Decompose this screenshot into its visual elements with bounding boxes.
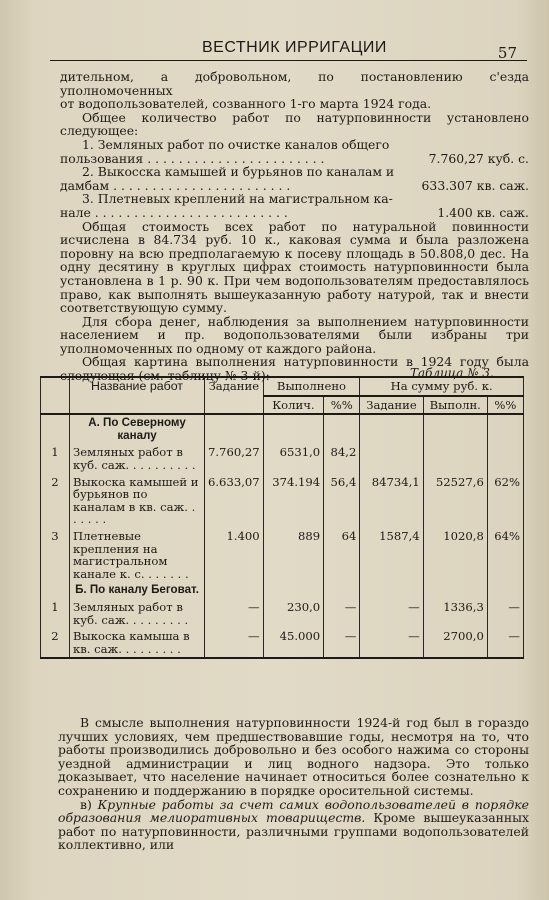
header-name: Название работ [70,377,205,414]
header-qty: Колич. [263,396,324,415]
row-task: — [205,628,264,658]
page-number: 57 [497,44,517,62]
section-row-a [41,414,524,444]
row-sum-done: 1020,8 [423,528,487,582]
list-item-2-leader: дамбам . . . . . . . . . . . . . . . . . . . . . . . [60,177,291,193]
row-sum-done [423,444,487,473]
row-sum-pct [487,444,523,473]
table-row [41,628,524,658]
row-sum-pct: — [487,628,523,658]
row-number: 2 [41,474,70,528]
intro-paragraph-5: Общая картина выполнения натурповинности в 1924 году была следующая (см. таблицу № 3-й): [60,354,529,384]
list-item-3-label: 3. Плетневых креплений на магистральном ка- [82,191,393,207]
row-pct: — [324,599,360,628]
row-qty: 45.000 [263,628,324,658]
header-sum: На сумму руб. к. [360,377,524,396]
row-qty: 889 [263,528,324,582]
row-sum-pct: 62% [487,474,523,528]
table-caption: Таблица № 3. [410,366,494,380]
row-sum-task: 1587,4 [360,528,423,582]
intro-paragraph-4: Для сбора денег, наблюдения за выполнением натурповинности населением и пр. водопользователями были избраны три уполномоченных по одному от каждого района. [60,313,529,356]
list-item-2-label: 2. Выкосска камышей и бурьянов по каналам и [82,164,395,180]
intro-text [60,70,529,383]
header-rule [50,60,527,61]
row-pct: 64 [324,528,360,582]
journal-title: ВЕСТНИК ИРРИГАЦИИ [202,39,387,56]
row-pct: 84,2 [324,444,360,473]
section-title-a: А. По Северному каналу [70,414,205,444]
row-pct: 56,4 [324,474,360,528]
outro-paragraph-1: В смысле выполнения натурповинности 1924-й год был в гораздо лучших условиях, чем предшествовавшие годы, несмотря на то, что работы производились добровольно и без особого нажима со стороны уездной администрации и лиц водного надзора. Это только доказывает, что население начинает относиться более сознательно к сохранению и поддержанию в порядке оросительной системы. [58,715,529,798]
row-number: 1 [41,599,70,628]
table-row [41,474,524,528]
row-number: 1 [41,444,70,473]
row-sum-done: 2700,0 [423,628,487,658]
outro-italic-heading: Крупные работы за счет самих водопользователей в порядке образования мелиоративных товариществ. [58,796,529,826]
table-row [41,528,524,582]
intro-paragraph-3: Общая стоимость всех работ по натуральной повинности исчислена в 84.734 руб. 10 к., каковая сумма и была разложена поровну на всю предполагаемую к посеву площадь в 50.808,0 дес. На одну десятину в круглых цифрах стоимость натурповинности была установлена в 1 р. 90 к. При чем водопользователям предоставлялось право, как выполнять вышеуказанную работу натурой, так и внести соответствующую сумму. [60,218,529,316]
intro-line-1: дительном, а добровольном, по постановлению с'езда уполномоченных [60,69,529,98]
works-table [40,376,524,659]
row-task: 1.400 [205,528,264,582]
row-qty: 6531,0 [263,444,324,473]
list-item-1 [60,152,529,166]
header-number-col [41,377,70,414]
outro-lead: в) [80,796,92,812]
row-name: Земляных работ в куб. саж. . . . . . . . . [70,599,205,628]
row-task: 6.633,07 [205,474,264,528]
list-item-1-leader: пользования . . . . . . . . . . . . . . . . . . . . . . . [60,150,325,166]
row-sum-done: 52527,6 [423,474,487,528]
row-sum-pct: — [487,599,523,628]
row-number: 2 [41,628,70,658]
list-item-2 [60,179,529,193]
intro-line-2: от водопользователей, созванного 1-го марта 1924 года. [60,96,432,112]
row-task: — [205,599,264,628]
outro-rest: Кроме вышеуказанных работ по натурповинности, различными группами водопользователей коллективно, или [58,810,529,853]
section-title-b: Б. По каналу Беговат. [70,582,205,599]
intro-paragraph-2: Общее количество работ по натурповинности установлено следующее: [60,109,529,139]
row-qty: 374.194 [263,474,324,528]
row-sum-task: — [360,599,423,628]
header-task: Задание [205,377,264,414]
header-sum-pct: %% [487,396,523,415]
header-done: Выполнено [263,377,360,396]
row-sum-task: — [360,628,423,658]
outro-paragraph-2 [58,798,529,852]
header-pct: %% [324,396,360,415]
row-qty: 230,0 [263,599,324,628]
row-name: Выкоска камыша в кв. саж. . . . . . . . . [70,628,205,658]
row-sum-task: 84734,1 [360,474,423,528]
row-name: Земляных работ в куб. саж. . . . . . . . . . [70,444,205,473]
row-sum-task [360,444,423,473]
list-item-2-value: 633.307 кв. саж. [421,177,529,193]
list-item-3-value: 1.400 кв. саж. [437,204,529,220]
row-sum-pct: 64% [487,528,523,582]
header-sum-done: Выполн. [423,396,487,415]
section-row-b [41,582,524,599]
list-item-1-label: 1. Земляных работ по очистке каналов общего [82,136,390,152]
row-sum-done: 1336,3 [423,599,487,628]
page-header [50,34,527,64]
row-number: 3 [41,528,70,582]
row-name: Выкоска камышей и бурьянов по каналам в кв. саж. . . . . . . [70,474,205,528]
row-pct: — [324,628,360,658]
list-item-1-value: 7.760,27 куб. с. [428,150,529,166]
list-item-3 [60,206,529,220]
table-row [41,444,524,473]
row-name: Плетневые крепления на магистральном канале к. с. . . . . . . [70,528,205,582]
outro-text [58,716,529,852]
header-sum-task: Задание [360,396,423,415]
list-item-3-leader: нале . . . . . . . . . . . . . . . . . . . . . . . . . [60,204,288,220]
table-row [41,599,524,628]
row-task: 7.760,27 [205,444,264,473]
